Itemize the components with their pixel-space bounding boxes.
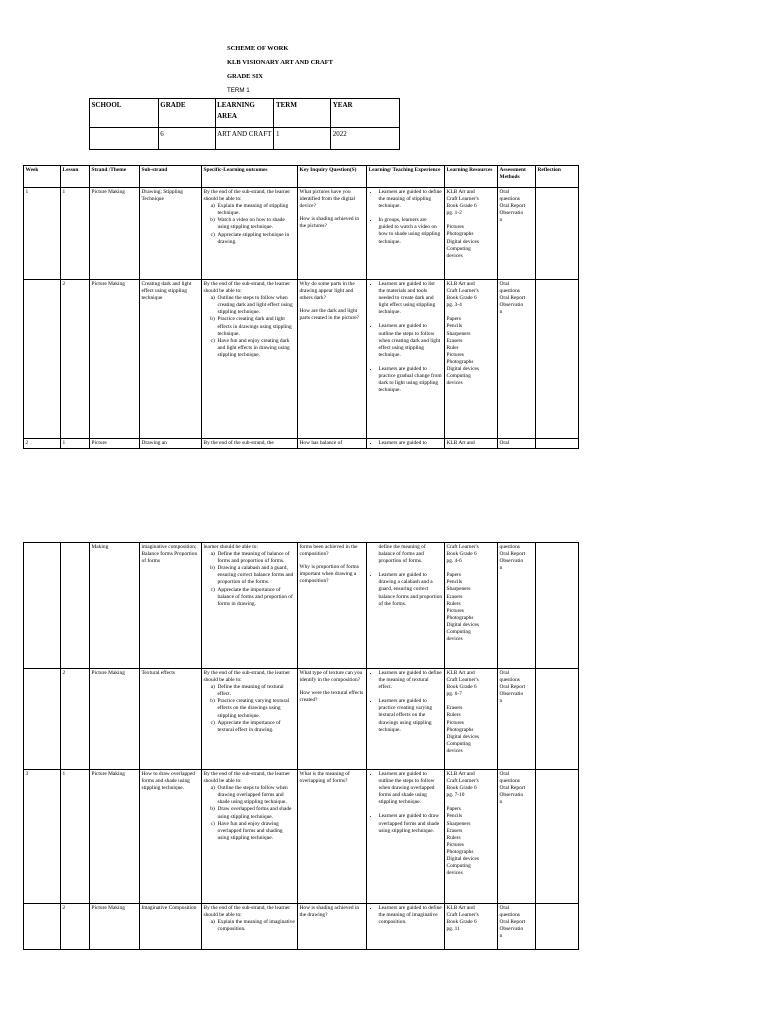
experience-cell [367,439,445,449]
assessment-cell: Oral [498,439,536,449]
experience-cell [367,543,445,669]
resource-line: Craft Learner's [446,677,479,684]
strand-cell: Making [90,543,140,669]
experience-list [369,440,443,447]
resource-line: KLB Art and [446,771,475,777]
question-text: forms been achieved in the composition? [299,544,358,558]
resources-cell [445,543,498,669]
resource-line: Erasers [446,827,463,834]
resource-line: Sharpeners [446,586,471,593]
info-grade: 6 [158,128,215,150]
questions-cell [298,904,367,950]
list-item: b. Drawing a calabash and a guard, ensuring correct balance forms and proportion of the forms. [218,565,296,586]
experience-list [369,281,443,394]
substrand-cell: Imaginative Composition [140,904,202,950]
info-header-row [90,99,400,128]
week-cell [24,669,61,770]
list-item: • Learners are guided to list the materials and tools needed to create dark and light effect using stippling technique. [379,281,443,316]
assessment-line: questions [499,544,520,550]
doc-subject: KLB VISIONARY ART AND CRAFT [227,59,333,66]
substrand-cell: Textural effects [140,669,202,770]
assessment-line: n [499,698,503,705]
assessment-line: questions [499,677,520,684]
assessment-line: Oral Report [499,785,526,792]
outcomes-intro: By the end of the sub-strand, the learner should be able to: [203,670,291,684]
list-item: a. Outline the steps to follow when drawing overlapped forms and shade using stippling technique. [218,785,296,806]
info-header-grade: GRADE [158,99,215,128]
outcomes-list [204,785,296,842]
outcomes-list [204,551,296,608]
resource-line: Computing [446,629,471,636]
question-text: How is shading achieved in the pictures? [299,216,360,230]
lesson-cell: 2 [61,669,90,770]
info-header-school: SCHOOL [90,99,159,128]
resource-line: Erasers [446,705,463,712]
resource-line: devices [446,870,463,877]
resource-line: KLB Art and [446,189,475,195]
week-cell: 3 [24,770,61,904]
strand-cell: Picture Making [90,904,140,950]
resource-line: Craft Learner's [446,544,479,550]
info-school [90,128,159,150]
lesson-cell: 1 [61,439,90,449]
doc-title: SCHEME OF WORK [227,45,289,52]
resources-cell: KLB Art and [445,439,498,449]
substrand-cell: imaginative composition; Balance forms Proportion of forms [140,543,202,669]
assessment-line: questions [499,196,520,203]
questions-cell [298,770,367,904]
list-item: • Learners are guided to outline the steps to follow when creating dark and light effect using stippling technique. [379,323,443,358]
week-cell [24,280,61,439]
doc-term: TERM 1 [227,87,250,94]
resource-line: Erasers [446,337,463,344]
table-row [24,669,579,770]
resource-line: Pencils [446,813,463,820]
experience-cell [367,904,445,950]
assessment-line: n [499,799,503,806]
reflection-cell [536,280,579,439]
resources-cell [445,280,498,439]
list-item: • Learners are guided to draw overlapped forms and shade using stippling technique. [379,813,443,834]
resource-line: Pictures [446,841,464,848]
assessment-line: questions [499,778,520,785]
assessment-line: Observatio [499,302,524,309]
table-row [24,188,579,280]
resources-cell [445,904,498,950]
outcomes-intro: By the end of the sub-strand, the learner should be able to: [203,281,291,295]
resource-line: Craft Learner's [446,196,479,203]
assessment-line: Observatio [499,926,524,933]
reflection-cell [536,188,579,280]
resource-line: KLB Art and [446,670,475,676]
experience-cell [367,669,445,770]
outcomes-intro: By the end of the sub-strand, the learner should be able to: [203,771,291,785]
resource-line: Book Grade 6 [446,295,477,302]
col-resources: Learning Resources [445,166,498,188]
question-text: How are the dark and light parts created in the picture? [299,308,360,322]
table-row [24,543,579,669]
experience-cell [367,770,445,904]
resource-line: devices [446,252,463,259]
reflection-cell [536,669,579,770]
resource-line: Book Grade 6 [446,785,477,792]
resource-line: Rulers [446,600,461,607]
question-text: How is shading achieved in the drawing? [299,905,360,919]
assessment-cell [498,543,536,669]
assessment-line: Oral [499,771,510,777]
question-text: What pictures have you identified from the digital device? [299,189,356,210]
question-text: What is the meaning of overlapping of forms? [299,771,350,785]
list-item: b. Practice creating varying textural effects on the drawings using stippling technique. [218,698,296,719]
col-lesson: Lesson [61,166,90,188]
strand-cell: Picture [90,439,140,449]
resource-line: Pencils [446,323,463,330]
resource-line: Book Grade 6 [446,919,477,926]
assessment-line: Oral [499,670,510,676]
assessment-line: Observatio [499,558,524,565]
resource-line: Book Grade 6 [446,551,477,558]
resource-line: Rulers [446,834,461,841]
reflection-cell [536,770,579,904]
document-header [227,42,333,98]
experience-list [369,771,443,835]
list-item: • Learners are guided to practice creating varying textural effects on the drawings using stippling technique. [379,698,443,733]
assessment-cell [498,770,536,904]
list-item: • Learners are guided to define the meaning of imaginative composition. [379,905,443,926]
assessment-line: Oral [499,189,510,195]
outcomes-cell: By the end of the sub-strand, the [202,439,298,449]
resource-line: Rulers [446,712,461,719]
question-text: What type of texture can you identify in the composition? [299,670,363,684]
resource-line: pg. 7-10 [446,792,465,799]
col-experience: Learning/ Teaching Experience [367,166,445,188]
assessment-line: Oral Report [499,295,526,302]
resource-line: KLB Art and [446,905,475,911]
resource-line: Digital devices [446,621,479,628]
resource-line: Photographs [446,726,474,733]
list-item: • Learners are guided to define the meaning of stippling technique. [379,189,443,210]
assessment-line: n [499,309,503,316]
assessment-cell [498,188,536,280]
list-item: a. Explain the meaning of stippling technique. [218,203,296,217]
lesson-cell: 1 [61,188,90,280]
info-header-term: TERM [274,99,331,128]
list-item: a. Outline the steps to follow when creating dark and light effect using stippling technique. [218,295,296,316]
resource-line: Photographs [446,848,474,855]
list-item: a. Define the meaning of balance of forms and proportion of forms. [218,551,296,565]
experience-cell [367,188,445,280]
school-info-table [89,98,400,150]
question-text: Why is proportion of forms important when drawing a composition? [299,564,359,585]
experience-list [369,189,443,246]
resource-line: Digital devices [446,238,479,245]
questions-cell [298,280,367,439]
list-item: c. Appreciate stippling technique in drawing. [218,232,296,246]
outcomes-cell [202,669,298,770]
lesson-cell [61,543,90,669]
substrand-cell: How to draw overlapped forms and shade using stippling technique. [140,770,202,904]
assessment-cell [498,280,536,439]
resource-line: Pictures [446,607,464,614]
resource-line: Digital devices [446,366,479,373]
resource-line: Pencils [446,579,463,586]
strand-cell: Picture Making [90,669,140,770]
resources-cell [445,770,498,904]
outcomes-cell [202,280,298,439]
list-item: a. Explain the meaning of imaginative composition. [218,919,296,933]
info-header-learning-area: LEARNING AREA [215,99,274,128]
resource-line: devices [446,747,463,754]
scheme-table-page2 [23,542,579,950]
resource-line: devices [446,380,463,387]
list-item: c. Have fun and enjoy drawing overlapped forms and shading using stippling technique. [218,821,296,842]
resource-line: Computing [446,245,471,252]
resource-line: Papers [446,806,461,813]
resource-line: Erasers [446,593,463,600]
table-row [24,904,579,950]
resource-line: Computing [446,863,471,870]
resource-line: Photographs [446,358,474,365]
resource-line: Craft Learner's [446,288,479,295]
info-header-year: YEAR [331,99,400,128]
experience-cell [367,280,445,439]
resource-line: Pictures [446,351,464,358]
table-row [24,770,579,904]
questions-cell [298,543,367,669]
info-year: 2022 [331,128,400,150]
resource-line: pg. 11 [446,926,460,933]
list-item: • Learners are guided to drawing a calabash and a guard, ensuring correct balance forms and proportion of the forms. [379,572,443,607]
week-cell [24,904,61,950]
questions-cell [298,669,367,770]
assessment-line: n [499,933,503,940]
resource-line: pg. 6-7 [446,691,462,698]
resource-line: Computing [446,740,471,747]
experience-list [369,670,443,734]
resource-line: Craft Learner's [446,778,479,785]
resource-line: pg. 1-2 [446,210,462,217]
outcomes-cell [202,188,298,280]
lesson-cell: 2 [61,280,90,439]
substrand-cell: Drawing an [140,439,202,449]
col-week: Week [24,166,61,188]
week-cell [24,543,61,669]
resource-line: devices [446,636,463,643]
strand-cell: Picture Making [90,770,140,904]
list-item: • Learners are guided to outline the steps to follow when drawing overlapped forms and shade using stippling technique. [379,771,443,806]
list-item: a. Define the meaning of textural effect. [218,684,296,698]
list-item: c. Appreciate the importance of textural effect in drawing. [218,720,296,734]
strand-cell: Picture Making [90,188,140,280]
col-substrand: Sub-strand [140,166,202,188]
list-item: c. Have fun and enjoy creating dark and light effects in drawing using stippling technique. [218,338,296,359]
resource-line: Digital devices [446,733,479,740]
outcomes-list [204,203,296,246]
outcomes-intro: By the end of the sub-strand, the learner should be able to: [203,189,291,203]
outcomes-list [204,919,296,933]
question-text: Why do some parts in the drawing appear light and others dark? [299,281,355,302]
resource-line: Craft Learner's [446,912,479,919]
outcomes-intro: learner should be able to: [203,544,258,550]
question-text: How were the textural effects created? [299,690,364,704]
assessment-line: Oral Report [499,684,526,691]
resources-cell [445,188,498,280]
experience-list [369,905,443,926]
assessment-line: Oral Report [499,203,526,210]
resource-line: Photographs [446,231,474,238]
resource-line: Pictures [446,719,464,726]
col-reflection: Reflection [536,166,579,188]
outcomes-list [204,295,296,359]
list-item: b. Practice creating dark and light effects in drawings using stippling technique. [218,316,296,337]
table-row [24,439,579,449]
col-strand: Strand /Theme [90,166,140,188]
resource-line: Book Grade 6 [446,203,477,210]
substrand-cell: Creating dark and light effect using stippling technique [140,280,202,439]
substrand-cell: Drawing; Stippling Technique [140,188,202,280]
resource-line: Computing [446,373,471,380]
lesson-cell: 1 [61,770,90,904]
list-item: b. Watch a video on how to shade using stippling technique. [218,217,296,231]
assessment-line: Oral [499,905,510,911]
outcomes-intro: By the end of the sub-strand, the learner should be able to: [203,905,291,919]
info-term: 1 [274,128,331,150]
assessment-line: questions [499,912,520,919]
resource-line: Ruler [446,344,459,351]
list-item: • Learners are guided to [379,440,443,447]
list-item: c. Appreciate the importance of balance of forms and proportion of forms in drawing. [218,587,296,608]
resource-line: Papers [446,572,461,579]
assessment-line: Oral [499,281,510,287]
resource-line: Sharpeners [446,820,471,827]
col-outcomes: Specific-Learning outcomes [202,166,298,188]
experience-list [369,572,443,607]
resource-line: Book Grade 6 [446,684,477,691]
doc-grade: GRADE SIX [227,73,263,80]
questions-cell: How has balance of [298,439,367,449]
table-row [24,280,579,439]
resource-line: Photographs [446,614,474,621]
outcomes-cell [202,543,298,669]
resource-line: pg. 4-6 [446,558,462,565]
list-item: • In groups, learners are guided to watch a video on how to shade using stippling technique. [379,217,443,245]
list-item: • Learners are guided to define the meaning of textural effect. [379,670,443,691]
resource-line: Digital devices [446,856,479,863]
outcomes-cell [202,904,298,950]
assessment-line: Observatio [499,792,524,799]
strand-cell: Picture Making [90,280,140,439]
assessment-line: Oral Report [499,919,526,926]
assessment-line: Oral Report [499,551,526,558]
resources-cell [445,669,498,770]
resource-line: KLB Art and [446,281,475,287]
assessment-line: questions [499,288,520,295]
week-cell: 2 [24,439,61,449]
col-assessment: Assessment Methods [498,166,536,188]
lesson-cell: 2 [61,904,90,950]
assessment-cell [498,669,536,770]
list-item: b. Draw overlapped forms and shade using stippling technique. [218,806,296,820]
list-item: • Learners are guided to practice gradual change from dark to light using stippling technique. [379,366,443,394]
experience-continued: define the meaning of balance of forms and proportion of forms. [378,544,426,565]
resource-line: Sharpeners [446,330,471,337]
header-row [24,166,579,188]
resource-line: pg. 3-4 [446,302,462,309]
assessment-cell [498,904,536,950]
scheme-table-page1 [23,165,579,449]
info-value-row [90,128,400,150]
assessment-line: Observatio [499,691,524,698]
resource-line: Pictures [446,224,464,231]
col-questions: Key Inquiry Question(S) [298,166,367,188]
questions-cell [298,188,367,280]
assessment-line: n [499,565,503,572]
info-learning-area: ART AND CRAFT [215,128,274,150]
reflection-cell [536,439,579,449]
resource-line: Papers [446,316,461,323]
week-cell: 1 [24,188,61,280]
reflection-cell [536,543,579,669]
assessment-line: Observatio [499,210,524,217]
outcomes-list [204,684,296,734]
assessment-line: n [499,217,503,224]
reflection-cell [536,904,579,950]
outcomes-cell [202,770,298,904]
